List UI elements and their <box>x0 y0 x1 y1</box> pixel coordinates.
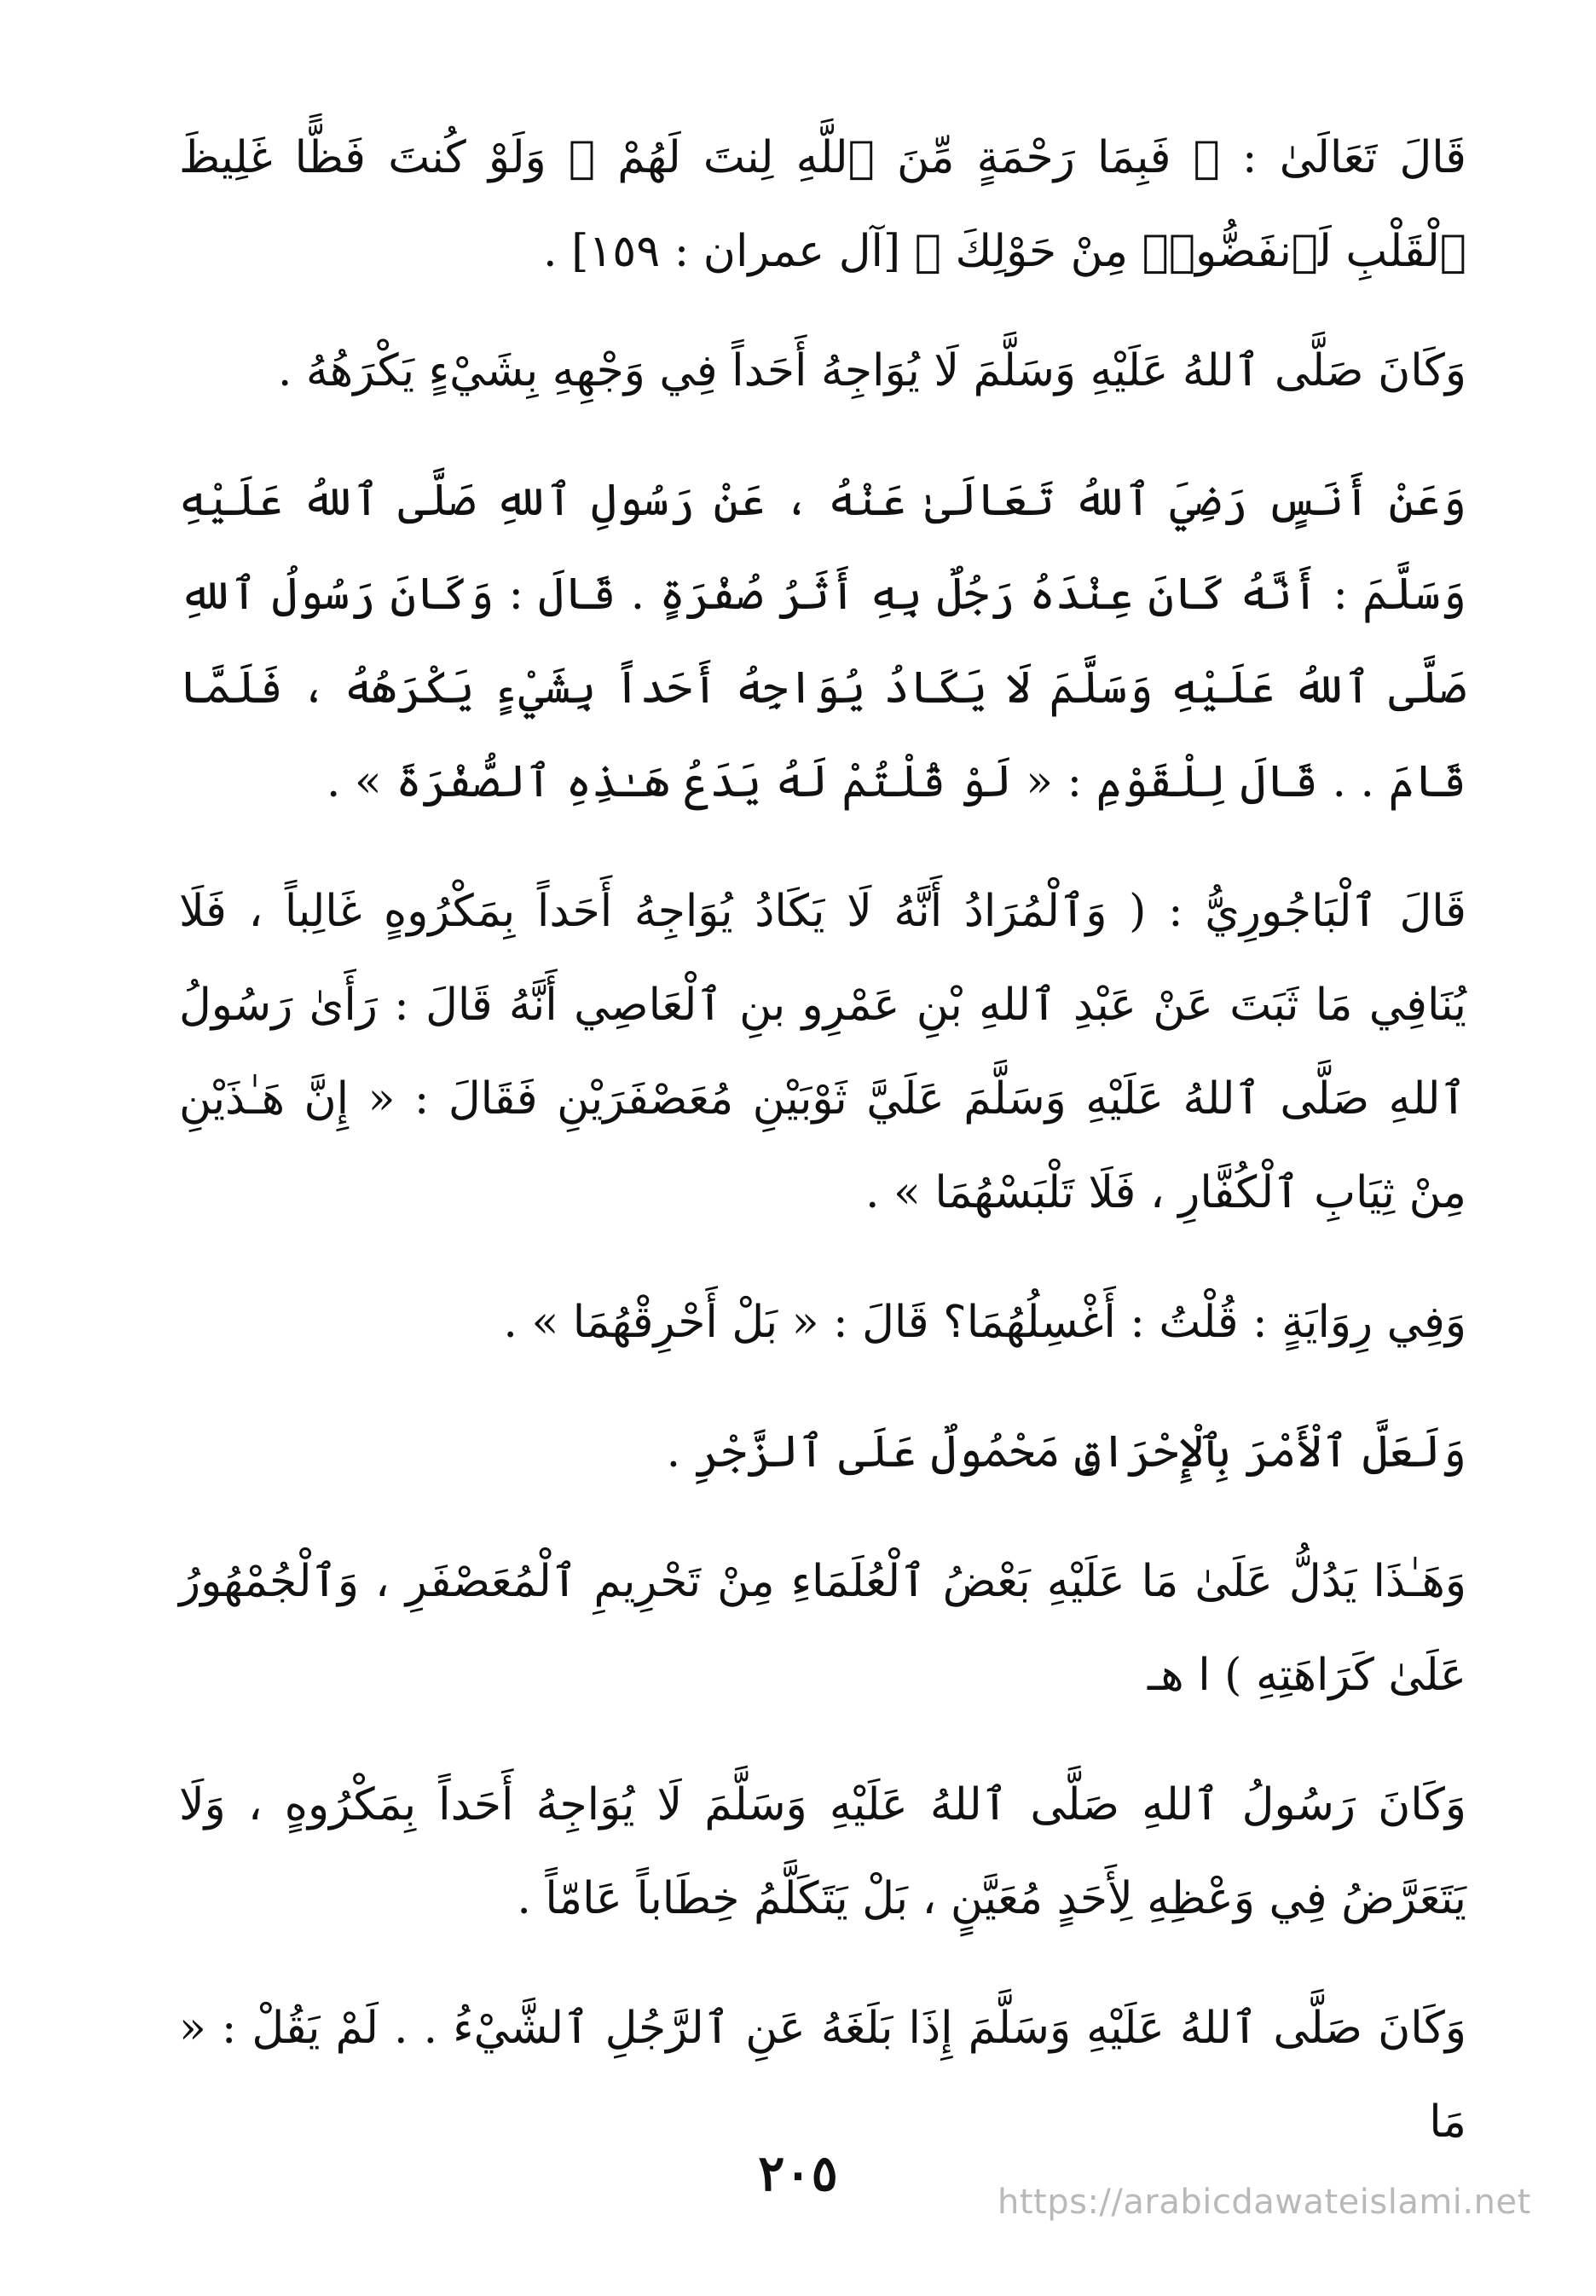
paragraph: قَالَ ٱلْبَاجُورِيُّ : ( وَٱلْمُرَادُ أَنَّهُ لَا يَكَادُ يُوَاجِهُ أَحَداً بِمَكْرُوهٍ غَالِباً ، فَلَا يُنَافِي مَا ثَبَتَ عَنْ عَبْدِ ٱللهِ بْنِ عَمْرِو بنِ ٱلْعَاصِي أَنَّهُ قَالَ : رَأَىٰ رَسُولُ ٱللهِ صَلَّى ٱللهُ عَلَيْهِ وَسَلَّمَ عَلَيَّ ثَوْبَيْنِ مُعَصْفَرَيْنِ فَقَالَ : « إِنَّ هَـٰذَيْنِ مِنْ ثِيَابِ ٱلْكُفَّارِ ، فَلَا تَلْبَسْهُمَا » . <box>179 886 1466 1218</box>
watermark-url: https://arabicdawateislami.net <box>998 2183 1531 2222</box>
paragraph: وَعَنْ أَنَسٍ رَضِيَ ٱللهُ تَعَالَىٰ عَنْهُ ، عَنْ رَسُولِ ٱللهِ صَلَّى ٱللهُ عَلَيْهِ وَسَلَّمَ : أَنَّهُ كَانَ عِنْدَهُ رَجُلٌ بِهِ أَثَرُ صُفْرَةٍ . قَالَ : وَكَانَ رَسُولُ ٱللهِ صَلَّى ٱللهُ عَلَيْهِ وَسَلَّمَ لَا يَكَادُ يُوَاجِهُ أَحَداً بِشَيْءٍ يَكْرَهُهُ ، فَلَمَّا قَامَ . . قَالَ لِلْقَوْمِ : « لَوْ قُلْتُمْ لَهُ يَدَعُ هَـٰذِهِ ٱلصُّفْرَةَ » . <box>179 475 1466 807</box>
paragraph: وَفِي رِوَايَةٍ : قُلْتُ : أَغْسِلُهُمَا؟ قَالَ : « بَلْ أَحْرِقْهُمَا » . <box>503 1297 1466 1348</box>
paragraph: وَلَعَلَّ ٱلْأَمْرَ بِٱلْإِحْرَاقِ مَحْمُولٌ عَلَى ٱلزَّجْرِ . <box>666 1426 1466 1478</box>
document-page <box>179 111 1466 2148</box>
paragraph: وَكَانَ صَلَّى ٱللهُ عَلَيْهِ وَسَلَّمَ لَا يُوَاجِهُ أَحَداً فِي وَجْهِهِ بِشَيْءٍ يَكْرَهُهُ . <box>277 345 1466 396</box>
paragraph: وَكَانَ رَسُولُ ٱللهِ صَلَّى ٱللهُ عَلَيْهِ وَسَلَّمَ لَا يُوَاجِهُ أَحَداً بِمَكْرُوهٍ ، وَلَا يَتَعَرَّضُ فِي وَعْظِهِ لِأَحَدٍ مُعَيَّنٍ ، بَلْ يَتَكَلَّمُ خِطَاباً عَامّاً . <box>179 1779 1466 1924</box>
page-number: ٢٠٥ <box>758 2144 838 2202</box>
paragraph: وَكَانَ صَلَّى ٱللهُ عَلَيْهِ وَسَلَّمَ إِذَا بَلَغَهُ عَنِ ٱلرَّجُلِ ٱلشَّيْءُ . . لَمْ يَقُلْ : « مَا <box>179 2003 1466 2148</box>
paragraph: وَهَـٰذَا يَدُلُّ عَلَىٰ مَا عَلَيْهِ بَعْضُ ٱلْعُلَمَاءِ مِنْ تَحْرِيمِ ٱلْمُعَصْفَرِ ، وَٱلْجُمْهُورُ عَلَىٰ كَرَاهَتِهِ ) ا هـ <box>179 1556 1466 1701</box>
paragraph-quran-verse: قَالَ تَعَالَىٰ : ﴿ فَبِمَا رَحْمَةٍ مِّنَ ٱللَّهِ لِنتَ لَهُمْ ۖ وَلَوْ كُنتَ فَظًّا غَلِيظَ ٱلْقَلْبِ لَٱنفَضُّوا۟ مِنْ حَوْلِكَ ﴾ [آل عمران : ١٥٩] . <box>179 132 1466 277</box>
